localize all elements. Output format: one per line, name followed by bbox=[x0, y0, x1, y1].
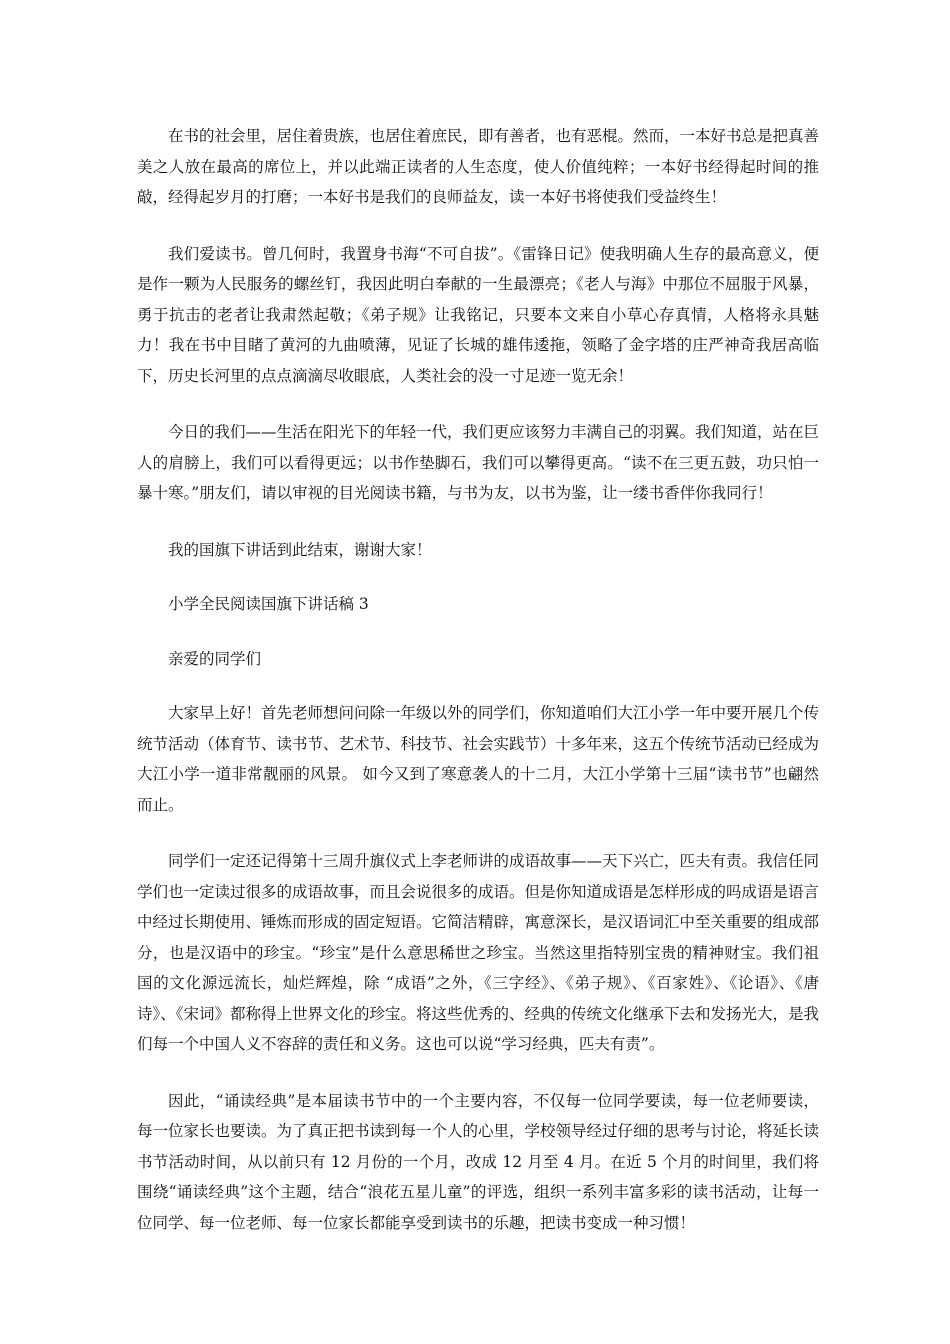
salutation: 亲爱的同学们 bbox=[168, 649, 262, 668]
paragraph-good-morning: 大家早上好！首先老师想问问除一年级以外的同学们，你知道咱们大江小学一年中要开展几个传统节活动（体育节、读书节、艺术节、科技节、社会实践节）十多年来，这五个传统节活动已经成为大江小学一道非常靓丽的风景。 如今又到了寒意袭人的十二月，大江小学第十三届“读书节”也翩然而止。 bbox=[137, 704, 820, 814]
document-body bbox=[137, 121, 819, 1264]
paragraph-young-generation: 今日的我们——生活在阳光下的年轻一代，我们更应该努力丰满自己的羽翼。我们知道，站在巨人的肩膀上，我们可以看得更远；以书作垫脚石，我们可以攀得更高。“读不在三更五鼓，功只怕一暴十寒。”朋友们，请以审视的目光阅读书籍，与书为友，以书为鉴，让一缕书香伴你我同行！ bbox=[137, 423, 820, 502]
paragraph-closing: 我的国旗下讲话到此结束，谢谢大家！ bbox=[168, 540, 432, 559]
paragraph-we-love-reading: 我们爱读书。曾几何时，我置身书海“不可自拔”。《雷锋日记》使我明确人生存的最高意义，便是作一颗为人民服务的螺丝钉，我因此明白奉献的一生最漂亮；《老人与海》中那位不屈服于风暴，勇于抗击的老者让我肃然起敬；《弟子规》让我铭记，只要本文来自小草心存真情，人格将永具魅力！我在书中目睹了黄河的九曲喷薄，见证了长城的雄伟逶拖，领略了金字塔的庄严神奇我居高临下，历史长河里的点点滴滴尽收眼底，人类社会的没一寸足迹一览无余！ bbox=[137, 244, 819, 385]
paragraph-good-books: 在书的社会里，居住着贵族，也居住着庶民，即有善者，也有恶棍。然而，一本好书总是把真善美之人放在最高的席位上，并以此端正读者的人生态度，使人价值纯粹；一本好书经得起时间的推敲，经得起岁月的打磨；一本好书是我们的良师益友，读一本好书将使我们受益终生！ bbox=[137, 127, 820, 206]
paragraph-reading-classics: 因此，“诵读经典”是本届读书节中的一个主要内容，不仅每一位同学要读，每一位老师要读，每一位家长也要读。为了真正把书读到每一个人的心里，学校领导经过仔细的思考与讨论，将延长读书节活动时间，从以前只有 12 月份的一个月，改成 12 月至 4 月。在近 5 个月的时间里，我们将围绕“诵读经典”这个主题，结合“浪花五星儿童”的评选，组织一系列丰富多彩的读书活动，让每一位同学、每一位老师、每一位家长都能享受到读书的乐趣，把读书变成一种习惯！ bbox=[137, 1091, 820, 1232]
paragraph-idioms: 同学们一定还记得第十三周升旗仪式上李老师讲的成语故事——天下兴亡，匹夫有责。我信任同学们也一定读过很多的成语故事，而且会说很多的成语。但是你知道成语是怎样形成的吗成语是语言中经过长期使用、锤炼而形成的固定短语。它简洁精辟，寓意深长，是汉语词汇中至关重要的组成部分，也是汉语中的珍宝。“珍宝”是什么意思稀世之珍宝。当然这里指特别宝贵的精神财宝。我们祖国的文化源远流长，灿烂辉煌，除 “成语”之外，《三字经》、《弟子规》、《百家姓》、《论语》、《唐诗》、《宋词》都称得上世界文化的珍宝。将这些优秀的、经典的传统文化继承下去和发扬光大，是我们每一个中国人义不容辞的责任和义务。这也可以说“学习经典，匹夫有责”。 bbox=[137, 852, 820, 1053]
section-title: 小学全民阅读国旗下讲话稿 3 bbox=[168, 595, 369, 613]
